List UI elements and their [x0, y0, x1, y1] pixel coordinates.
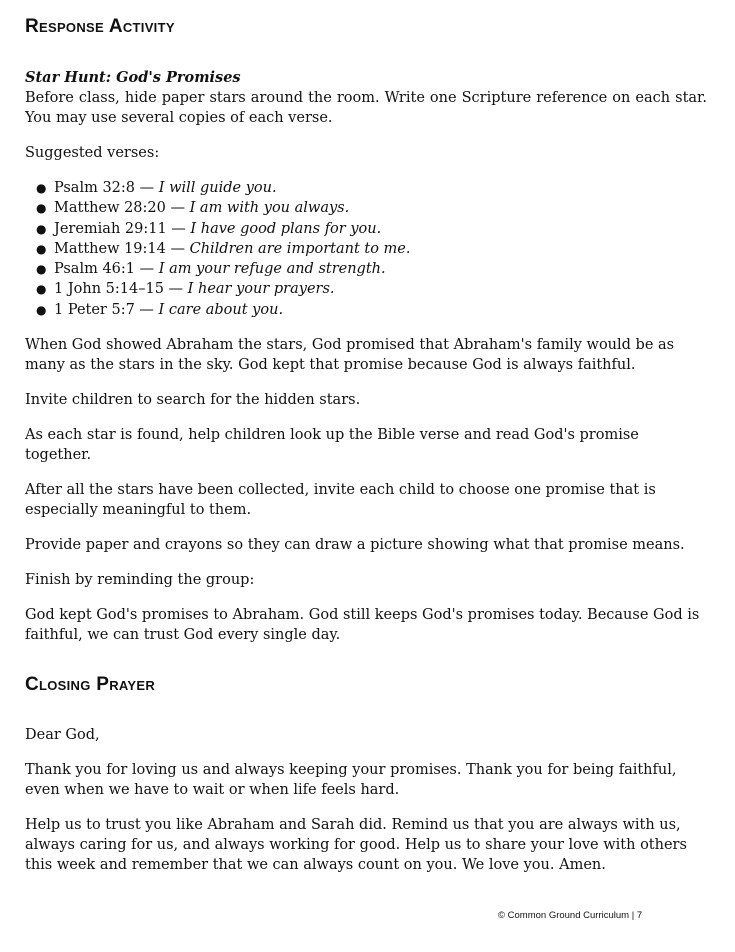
verse-item: ● Jeremiah 29:11 — I have good plans for you. [54, 219, 707, 239]
closing-prayer-heading: Closing Prayer [25, 674, 156, 695]
verse-promise: I care about you. [158, 301, 284, 318]
verse-ref: Psalm 32:8 [54, 180, 136, 196]
activity-paragraph: When God showed Abraham the stars, God promised that Abraham's family would be as many as the stars in the sky. God kept that promise because God is always faithful. [25, 337, 675, 374]
verse-ref: Matthew 28:20 [54, 200, 166, 217]
activity-paragraph: After all the stars have been collected, invite each child to choose one promise that is especially meaningful to them. [25, 482, 656, 519]
verse-item: ● 1 Peter 5:7 — I care about you. [54, 300, 707, 320]
bullet-icon: ● [36, 262, 47, 277]
response-activity-heading: Response Activity [25, 16, 175, 37]
bullet-icon: ● [36, 241, 47, 256]
verse-promise: I am with you always. [189, 200, 350, 217]
verse-ref: Psalm 46:1 [54, 261, 136, 278]
verse-item: ● Matthew 28:20 — I am with you always. [54, 198, 707, 218]
verse-ref: Jeremiah 29:11 [54, 220, 167, 237]
verse-list [25, 178, 707, 320]
verse-promise: Children are important to me. [189, 240, 411, 257]
verse-promise: I am your refuge and strength. [158, 261, 386, 278]
verse-promise: I will guide you. [158, 180, 277, 196]
prayer-salutation: Dear God, [25, 727, 100, 743]
bullet-icon: ● [36, 201, 47, 216]
activity-paragraph: God kept God's promises to Abraham. God still keeps God's promises today. Because God is faithful, we can trust God every single day. [25, 607, 700, 644]
verse-item: ● 1 John 5:14–15 — I hear your prayers. [54, 279, 707, 299]
activity-paragraph: Invite children to search for the hidden stars. [25, 392, 361, 409]
verse-ref: Matthew 19:14 [54, 240, 166, 257]
bullet-icon: ● [36, 181, 47, 195]
bullet-icon: ● [36, 221, 47, 236]
copyright-text: © Common Ground Curriculum | [498, 910, 635, 921]
bullet-icon: ● [36, 282, 47, 297]
prayer-paragraph: Help us to trust you like Abraham and Sarah did. Remind us that you are always with us, always caring for us, and always working for good. Help us to share your love with others this week and remember that we can always count on you. We love you. Amen. [25, 817, 687, 873]
verse-ref: 1 Peter 5:7 [54, 301, 135, 318]
closing-prayer-section [25, 725, 707, 875]
response-activity-section [25, 68, 707, 645]
verse-promise: I hear your prayers. [187, 281, 335, 298]
verse-item: ● Psalm 46:1 — I am your refuge and strength. [54, 259, 707, 279]
bullet-icon: ● [36, 302, 47, 317]
activity-title: Star Hunt: God's Promises [25, 69, 241, 86]
verse-item: ● Psalm 32:8 — I will guide you. [54, 178, 707, 198]
activity-paragraph: Finish by reminding the group: [25, 572, 255, 589]
activity-intro: Before class, hide paper stars around the room. Write one Scripture reference on each star. You may use several copies of each verse. [25, 90, 707, 126]
verse-promise: I have good plans for you. [190, 220, 382, 237]
activity-paragraph: Provide paper and crayons so they can draw a picture showing what that promise means. [25, 537, 685, 554]
prayer-paragraph: Thank you for loving us and always keeping your promises. Thank you for being faithful, even when we have to wait or when life feels hard. [25, 762, 677, 798]
suggested-verses-label: Suggested verses: [25, 145, 160, 161]
page-footer [498, 906, 642, 926]
page-number: 7 [636, 910, 643, 921]
activity-paragraph: As each star is found, help children look up the Bible verse and read God's promise together. [25, 427, 639, 464]
verse-ref: 1 John 5:14–15 [54, 281, 164, 298]
verse-item: ● Matthew 19:14 — Children are important to me. [54, 239, 707, 259]
